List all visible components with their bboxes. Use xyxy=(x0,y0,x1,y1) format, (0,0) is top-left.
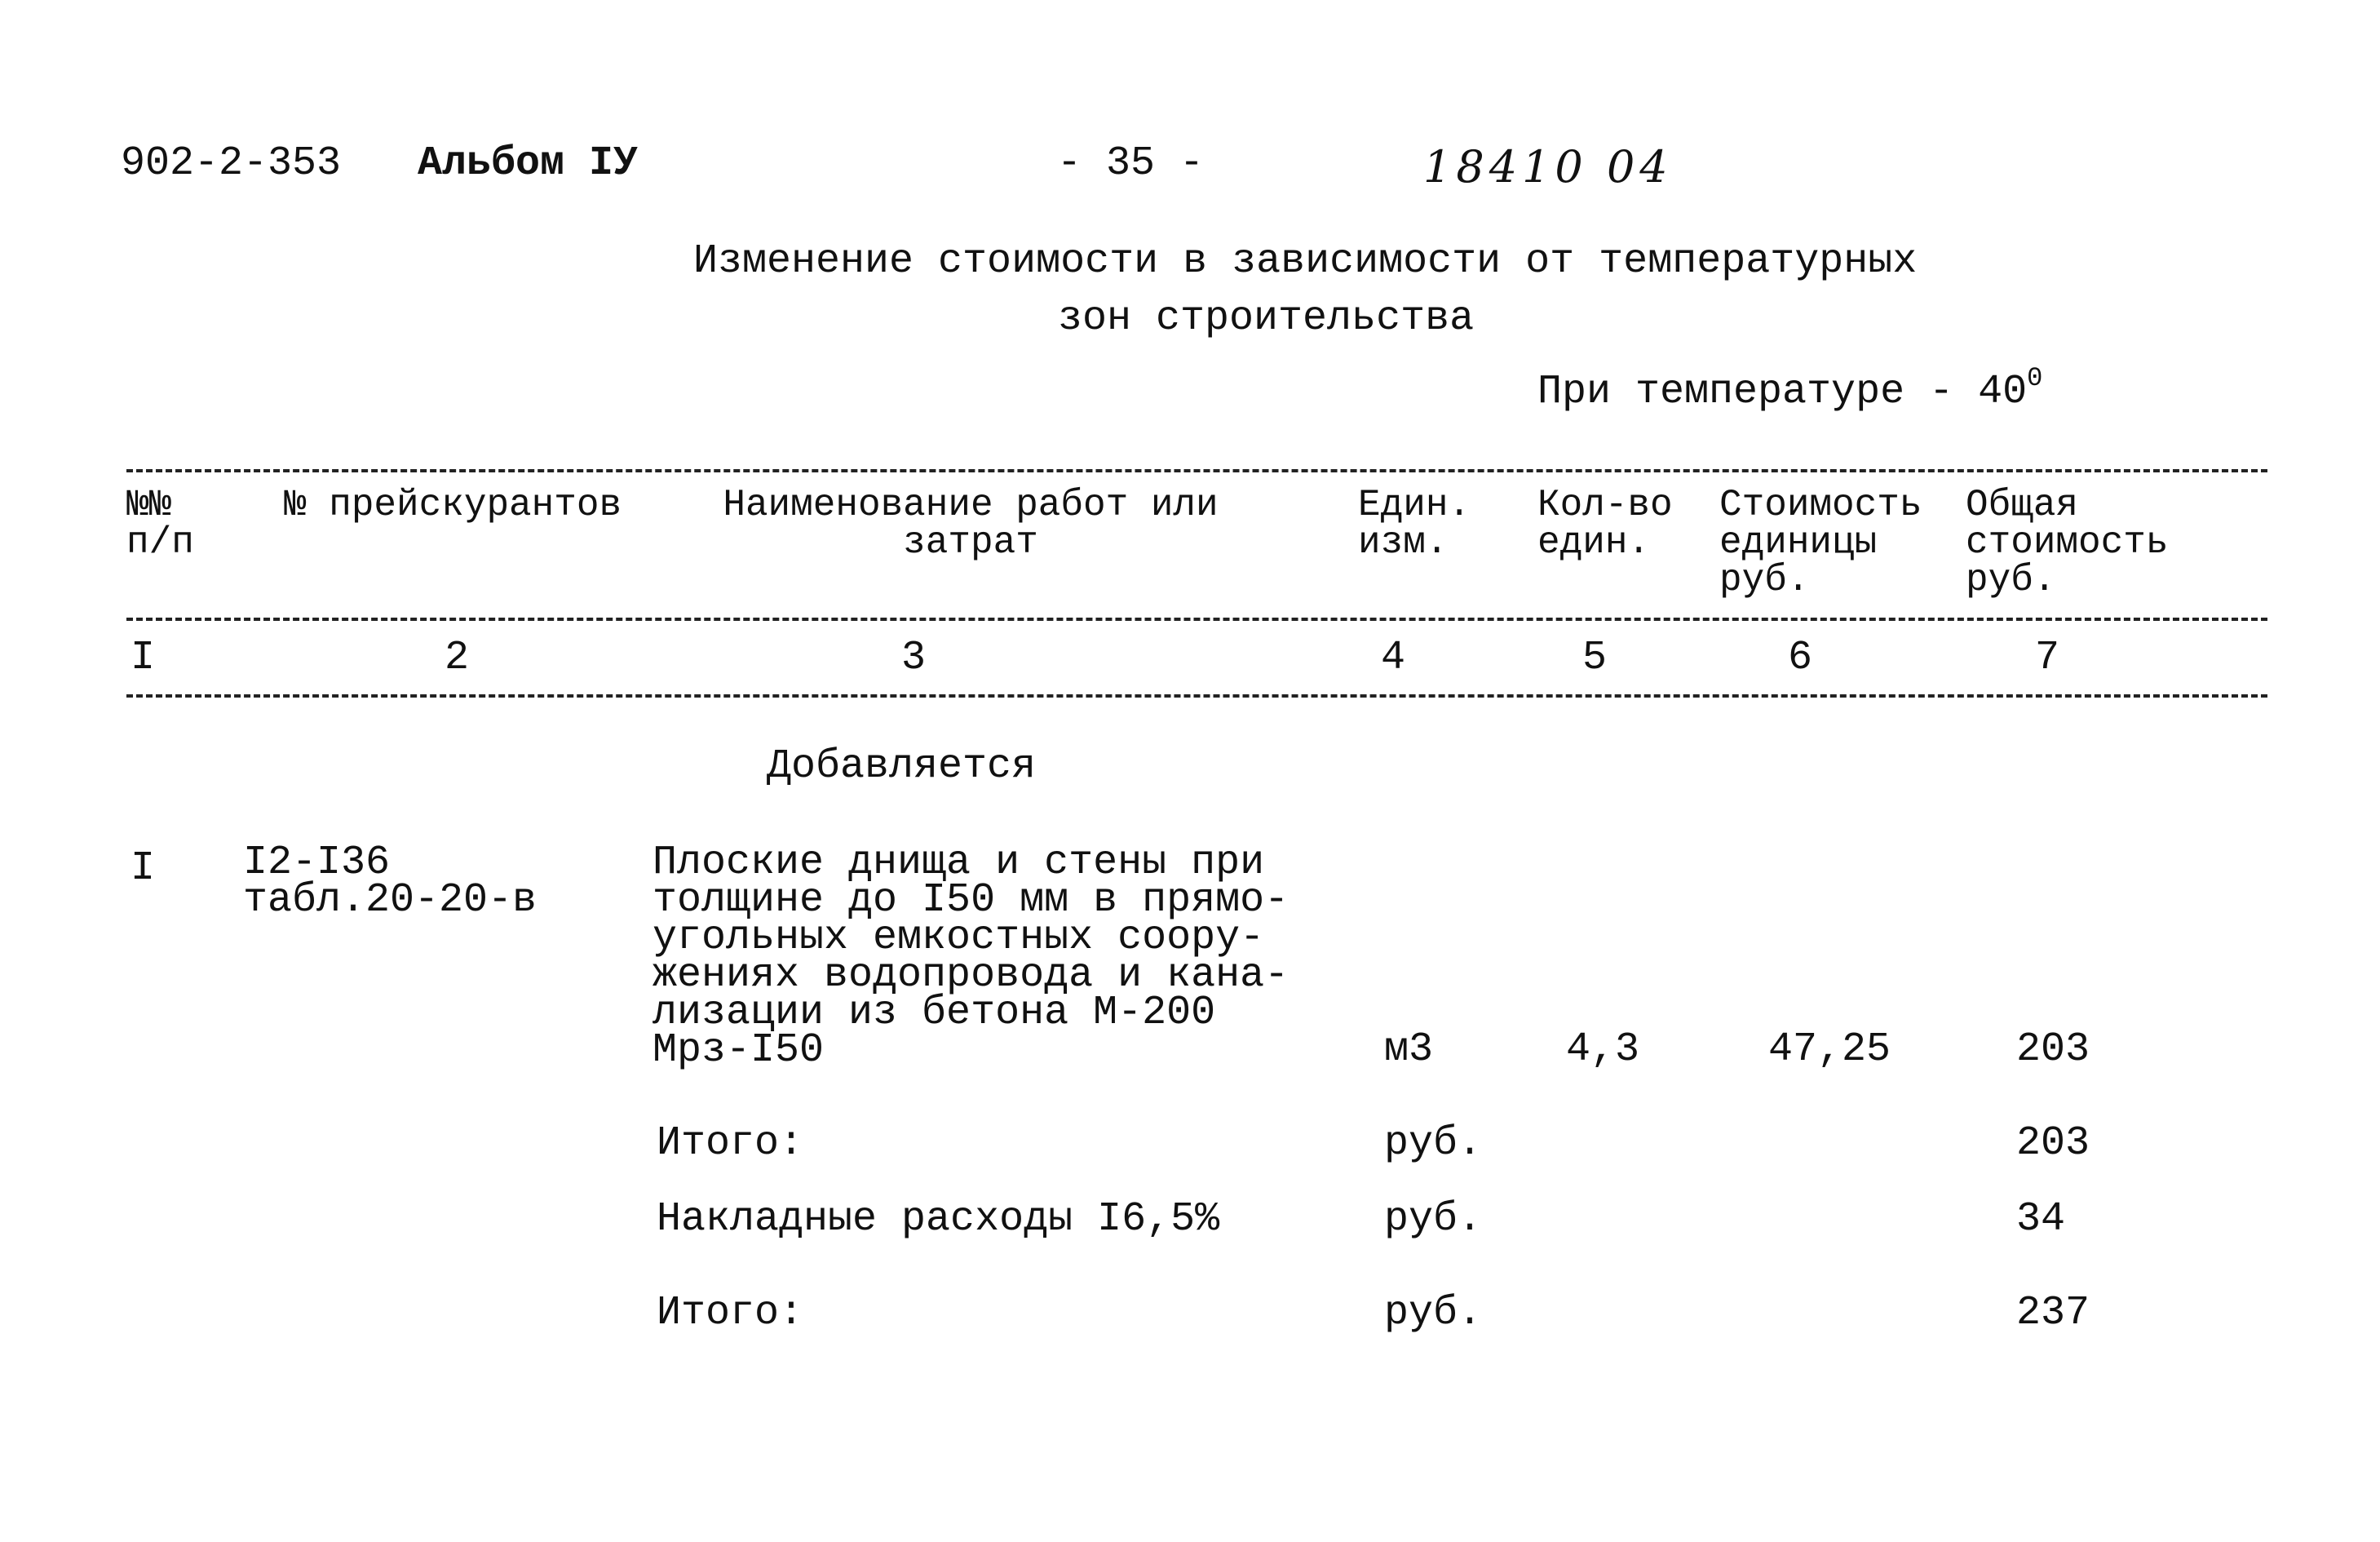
temperature-condition xyxy=(1537,363,2043,415)
summary-overhead-total: 34 xyxy=(2016,1196,2066,1243)
row-work-name: Плоские днища и стены при толщине до I50 мм в прямо- угольных емкостных соору- жениях водопровода и кана- лизации из бетона М-200 Мрз-I50 xyxy=(653,840,1290,1074)
column-header-total-cost: Общая стоимость руб. xyxy=(1966,484,2169,601)
page-number: - 35 - xyxy=(1057,140,1205,187)
column-header-unit: Един. изм. xyxy=(1358,484,1471,564)
column-number-5: 5 xyxy=(1582,635,1608,681)
summary-grand-total-unit: руб. xyxy=(1384,1290,1483,1336)
column-header-quantity: Кол-во един. xyxy=(1537,484,1673,564)
degree-superscript: 0 xyxy=(2027,363,2043,393)
summary-subtotal-total: 203 xyxy=(2016,1120,2090,1167)
row-pricelist: I2-I36 табл.20-20-в xyxy=(243,840,537,924)
row-quantity: 4,3 xyxy=(1566,1026,1640,1073)
column-number-3: 3 xyxy=(901,635,927,681)
column-number-7: 7 xyxy=(2035,635,2060,681)
column-number-1: I xyxy=(131,635,156,681)
column-number-6: 6 xyxy=(1788,635,1813,681)
section-label: Добавляется xyxy=(767,743,1037,790)
row-unit-cost: 47,25 xyxy=(1768,1026,1891,1073)
column-header-pricelist: № прейскурантов xyxy=(284,484,622,526)
page-title-line1: Изменение стоимости в зависимости от температурных xyxy=(693,238,1918,285)
row-total: 203 xyxy=(2016,1026,2090,1073)
document-code: 902-2-353 xyxy=(121,140,342,187)
summary-subtotal-unit: руб. xyxy=(1384,1120,1483,1167)
summary-grand-total-total: 237 xyxy=(2016,1290,2090,1336)
column-header-work-name: Наименование работ или затрат xyxy=(723,484,1219,564)
column-number-4: 4 xyxy=(1381,635,1406,681)
handwritten-number: 18410 04 xyxy=(1423,141,1673,193)
temperature-condition-label: При температуре - 40 xyxy=(1537,369,2028,415)
column-header-unit-cost: Стоимость единицы руб. xyxy=(1719,484,1922,601)
summary-subtotal-label: Итого: xyxy=(657,1120,804,1167)
summary-overhead-unit: руб. xyxy=(1384,1196,1483,1243)
table-number-rule xyxy=(126,694,2267,698)
row-unit: м3 xyxy=(1384,1026,1434,1073)
page-title-line2: зон строительства xyxy=(1058,295,1475,342)
column-number-2: 2 xyxy=(445,635,470,681)
album-label: Альбом IУ xyxy=(418,140,639,187)
table-header-rule xyxy=(126,618,2267,621)
summary-grand-total-label: Итого: xyxy=(657,1290,804,1336)
column-header-number: №№ п/п xyxy=(126,484,194,564)
summary-overhead-label: Накладные расходы I6,5% xyxy=(657,1196,1220,1243)
row-number: I xyxy=(131,845,156,892)
table-top-rule xyxy=(126,469,2267,472)
